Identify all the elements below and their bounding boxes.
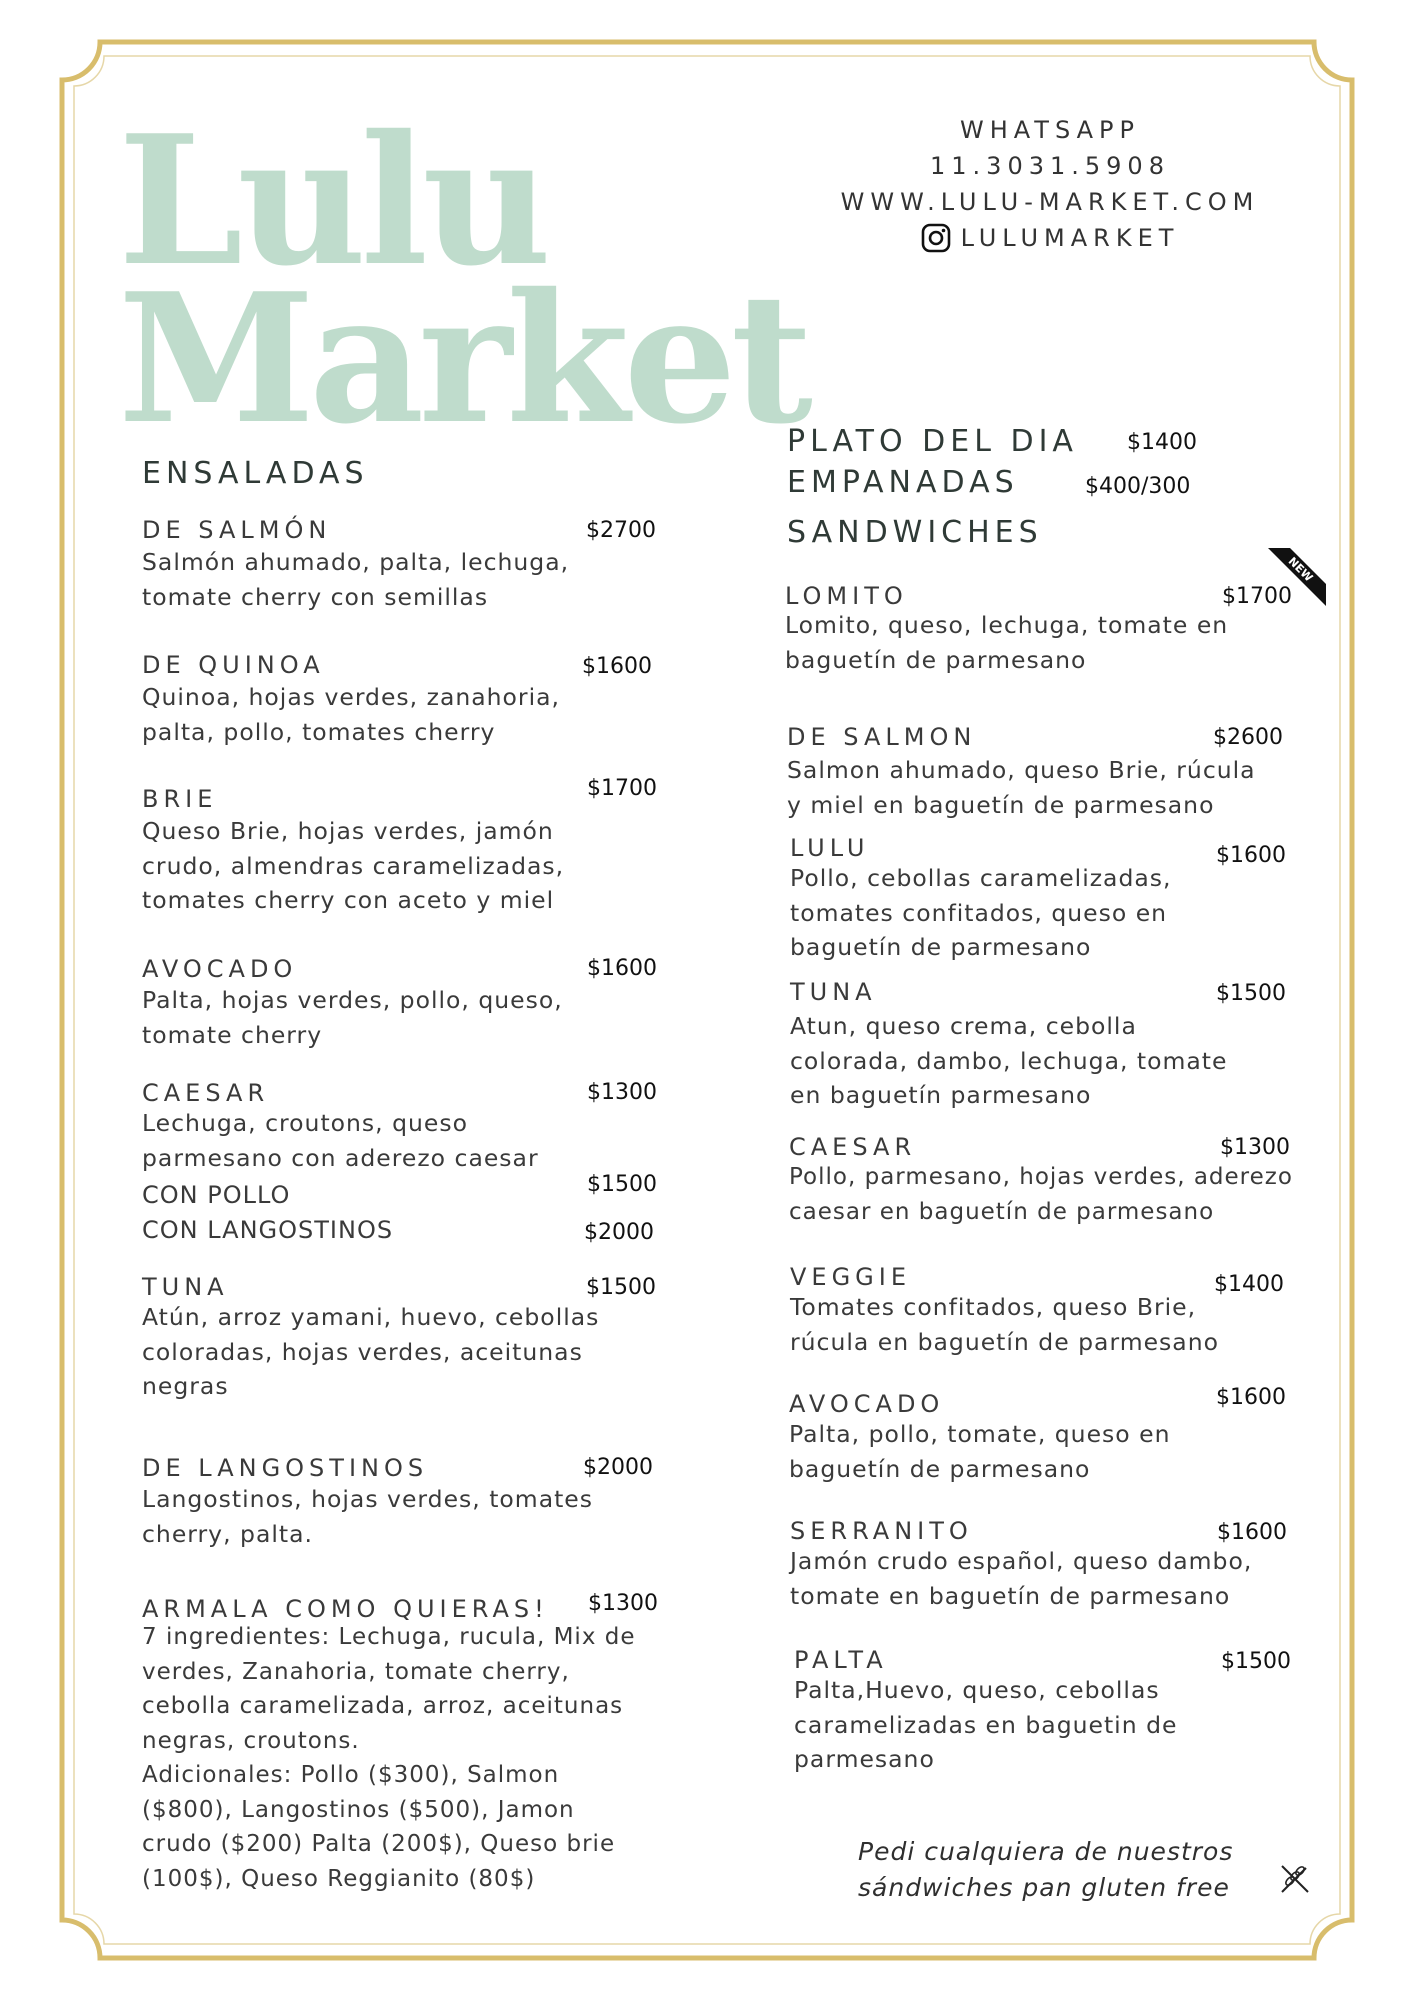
salad-extra-price-con-pollo: $1500: [587, 1172, 657, 1197]
new-badge-text: NEW: [1285, 554, 1316, 585]
sandwich-desc-tuna: Atun, queso crema, cebolla colorada, dambo, lechuga, tomate en baguetín parmesano: [790, 1012, 1228, 1109]
sandwich-desc-lulu: Pollo, cebollas caramelizadas, tomates confitados, queso en baguetín de parmesano: [790, 864, 1172, 961]
section-header-sandwiches: SANDWICHES: [787, 515, 1043, 550]
sandwich-price-lulu: $1600: [1216, 843, 1286, 868]
salad-price-avocado: $1600: [587, 956, 657, 981]
salad-extra-con-langostinos: CON LANGOSTINOS: [142, 1216, 394, 1244]
plato-del-dia-price: $1400: [1127, 430, 1197, 455]
salad-price-tuna: $1500: [586, 1275, 656, 1300]
salad-price-de-salmon: $2700: [586, 518, 656, 543]
salad-extra-price-con-langostinos: $2000: [584, 1220, 654, 1245]
salad-price-caesar: $1300: [587, 1080, 657, 1105]
brand-title-line-1: Lulu: [118, 96, 546, 305]
sandwich-name-lomito: LOMITO: [785, 582, 908, 610]
gluten-free-wheat-icon: [1278, 1862, 1312, 1896]
sandwich-price-tuna: $1500: [1216, 981, 1286, 1006]
whatsapp-label: WHATSAPP: [959, 116, 1141, 144]
sandwich-price-veggie: $1400: [1214, 1272, 1284, 1297]
sandwich-name-veggie: VEGGIE: [790, 1263, 912, 1291]
brand-title-line-2: Market: [118, 254, 807, 463]
phone-number[interactable]: 11.3031.5908: [930, 152, 1170, 180]
salad-desc-de-salmon: Salmón ahumado, palta, lechuga, tomate cherry con semillas: [142, 548, 570, 611]
salad-name-armala-como-quieras: ARMALA COMO QUIERAS!: [142, 1595, 549, 1623]
sandwich-price-serranito: $1600: [1217, 1520, 1287, 1545]
sandwich-name-tuna: TUNA: [790, 978, 877, 1006]
website-link[interactable]: WWW.LULU-MARKET.COM: [840, 188, 1260, 216]
sandwich-name-caesar: CAESAR: [789, 1133, 917, 1161]
salad-desc-caesar: Lechuga, croutons, queso parmesano con aderezo caesar: [142, 1109, 539, 1172]
sandwich-price-de-salmon: $2600: [1213, 725, 1283, 750]
sandwich-price-lomito: $1700: [1222, 584, 1292, 609]
salad-price-brie: $1700: [587, 776, 657, 801]
salad-name-caesar: CAESAR: [142, 1079, 270, 1107]
sandwich-price-palta: $1500: [1221, 1649, 1291, 1674]
salad-desc-brie: Queso Brie, hojas verdes, jamón crudo, almendras caramelizadas, tomates cherry con aceto y miel: [142, 817, 565, 914]
salad-name-brie: BRIE: [142, 785, 218, 813]
sandwich-price-avocado: $1600: [1216, 1385, 1286, 1410]
salad-desc-armala-como-quieras: 7 ingredientes: Lechuga, rucula, Mix de verdes, Zanahoria, tomate cherry, cebolla caramelizada, arroz, aceitunas negras, croutons. Adicionales: Pollo ($300), Salmon ($800), Langostinos ($500), Jamon crudo ($200) Palta (200$), Queso brie (100$), Queso Reggianito (80$): [142, 1624, 636, 1892]
sandwich-name-palta: PALTA: [794, 1646, 888, 1674]
sandwich-desc-serranito: Jamón crudo español, queso dambo, tomate en baguetín de parmesano: [790, 1547, 1253, 1610]
salad-name-de-langostinos: DE LANGOSTINOS: [142, 1454, 429, 1482]
gluten-free-note: Pedi cualquiera de nuestros sándwiches pan gluten free: [858, 1837, 1234, 1902]
sandwich-desc-avocado: Palta, pollo, tomate, queso en baguetín de parmesano: [789, 1420, 1171, 1483]
instagram-handle-row[interactable]: [921, 220, 1180, 256]
sandwich-desc-palta: Palta,Huevo, queso, cebollas caramelizadas en baguetin de parmesano: [794, 1676, 1178, 1773]
empanadas-label: EMPANADAS: [787, 465, 1019, 500]
salad-price-de-quinoa: $1600: [582, 654, 652, 679]
salad-name-avocado: AVOCADO: [142, 955, 298, 983]
sandwich-price-caesar: $1300: [1220, 1135, 1290, 1160]
salad-price-armala-como-quieras: $1300: [588, 1591, 658, 1616]
salad-desc-de-quinoa: Quinoa, hojas verdes, zanahoria, palta, pollo, tomates cherry: [142, 683, 560, 746]
empanadas-price: $400/300: [1085, 474, 1191, 499]
instagram-icon: [921, 223, 951, 253]
salad-price-de-langostinos: $2000: [583, 1455, 653, 1480]
sandwich-name-serranito: SERRANITO: [790, 1517, 973, 1545]
instagram-handle: LULUMARKET: [960, 224, 1180, 252]
sandwich-name-avocado: AVOCADO: [789, 1390, 945, 1418]
sandwich-desc-caesar: Pollo, parmesano, hojas verdes, aderezo caesar en baguetín de parmesano: [789, 1164, 1293, 1225]
sandwich-desc-veggie: Tomates confitados, queso Brie, rúcula en baguetín de parmesano: [790, 1293, 1219, 1356]
salad-desc-de-langostinos: Langostinos, hojas verdes, tomates cherry, palta.: [142, 1485, 594, 1548]
section-header-ensaladas: ENSALADAS: [142, 456, 369, 491]
contact-block: [800, 112, 1300, 263]
salad-name-de-salmon: DE SALMÓN: [142, 516, 332, 544]
salad-name-de-quinoa: DE QUINOA: [142, 651, 325, 679]
salad-extra-con-pollo: CON POLLO: [142, 1181, 291, 1209]
salad-name-tuna: TUNA: [142, 1273, 229, 1301]
sandwich-desc-lomito: Lomito, queso, lechuga, tomate en baguetín de parmesano: [785, 611, 1229, 674]
salad-desc-avocado: Palta, hojas verdes, pollo, queso, tomate cherry: [142, 986, 563, 1049]
sandwich-name-de-salmon: DE SALMON: [787, 723, 977, 751]
plato-del-dia-label: PLATO DEL DIA: [787, 424, 1078, 459]
sandwich-name-lulu: LULU: [790, 834, 870, 862]
sandwich-desc-de-salmon: Salmon ahumado, queso Brie, rúcula y miel en baguetín de parmesano: [787, 756, 1256, 819]
salad-desc-tuna: Atún, arroz yamani, huevo, cebollas coloradas, hojas verdes, aceitunas negras: [142, 1303, 600, 1400]
